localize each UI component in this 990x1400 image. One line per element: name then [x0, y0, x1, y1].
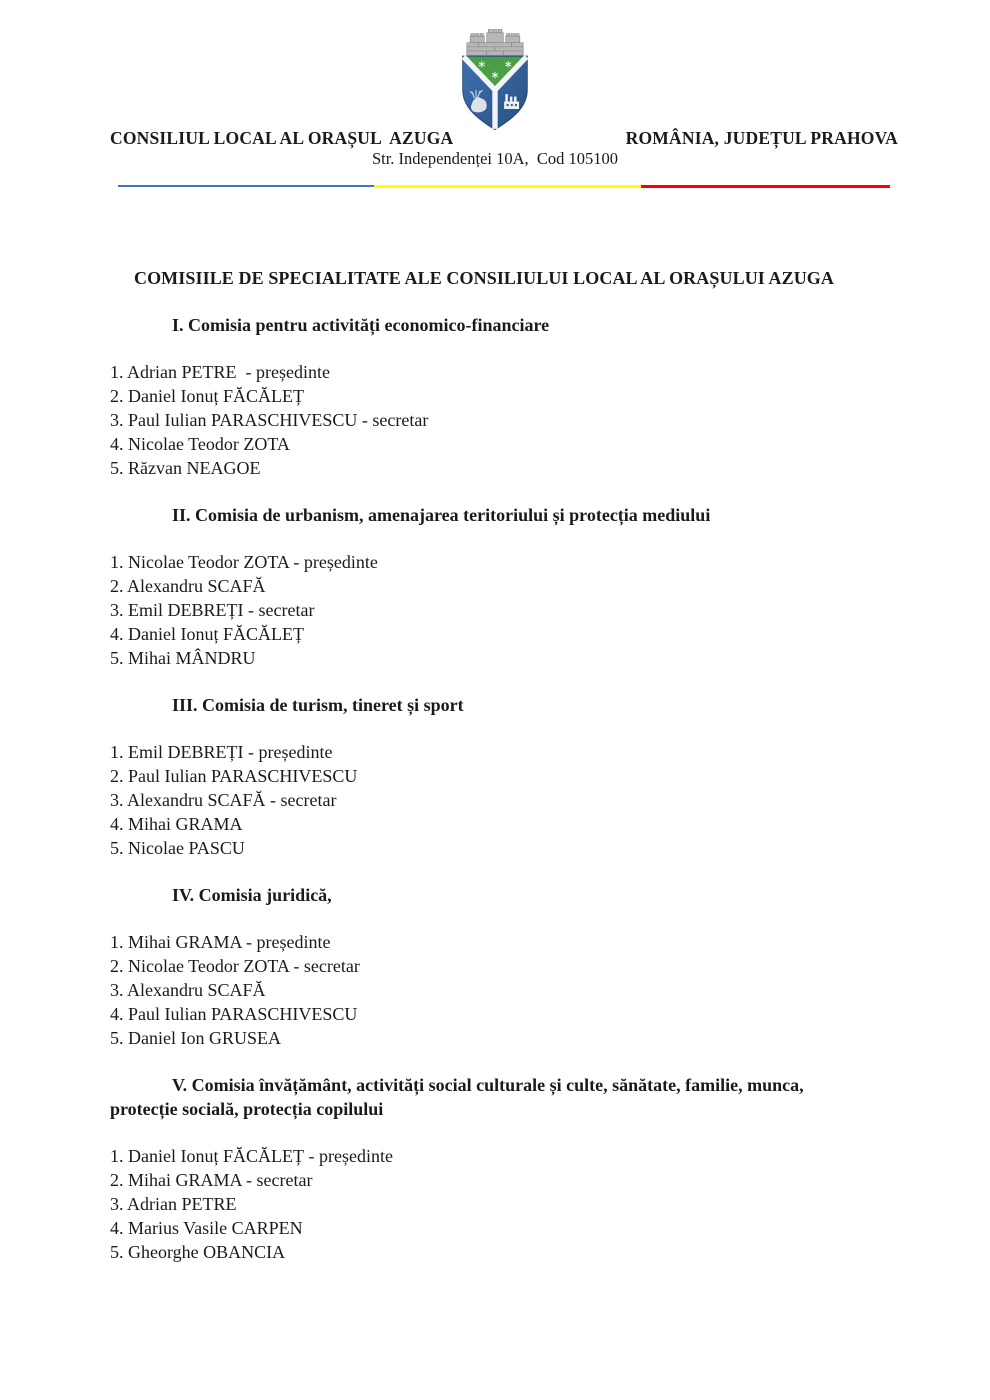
address-line: Str. Independenței 10A, Cod 105100: [371, 149, 619, 168]
member-list: [110, 1144, 858, 1264]
member-item: 5. Nicolae PASCU: [110, 838, 245, 858]
section-5: [110, 1073, 858, 1264]
section-3: [110, 693, 858, 860]
member-item: 4. Mihai GRAMA: [110, 814, 243, 834]
member-item: 5. Răzvan NEAGOE: [110, 458, 261, 478]
section-heading: IV. Comisia juridică,: [172, 885, 332, 905]
member-item: 2. Nicolae Teodor ZOTA - secretar: [110, 956, 360, 976]
section-1: [110, 313, 858, 480]
section-heading: I. Comisia pentru activități economico-financiare: [172, 315, 550, 335]
section-2: [110, 503, 858, 670]
member-item: 2. Alexandru SCAFĂ: [110, 576, 266, 596]
section-heading: III. Comisia de turism, tineret și sport: [172, 695, 464, 715]
member-item: 3. Alexandru SCAFĂ: [110, 980, 266, 1000]
member-list: [110, 930, 858, 1050]
member-list: [110, 550, 858, 670]
member-item: 4. Marius Vasile CARPEN: [110, 1218, 303, 1238]
member-item: 1. Adrian PETRE - președinte: [110, 362, 330, 382]
flag-red-segment: [641, 185, 890, 188]
document-body: [110, 266, 858, 1264]
member-item: 3. Alexandru SCAFĂ - secretar: [110, 790, 337, 810]
member-item: 3. Adrian PETRE: [110, 1194, 237, 1214]
azuga-coat-of-arms: [452, 27, 538, 133]
member-item: 2. Paul Iulian PARASCHIVESCU: [110, 766, 358, 786]
member-item: 4. Daniel Ionuț FĂCĂLEȚ: [110, 624, 304, 644]
member-item: 1. Nicolae Teodor ZOTA - președinte: [110, 552, 378, 572]
member-item: 1. Emil DEBREȚI - președinte: [110, 742, 333, 762]
member-item: 1. Daniel Ionuț FĂCĂLEȚ - președinte: [110, 1146, 393, 1166]
member-item: 3. Emil DEBREȚI - secretar: [110, 600, 315, 620]
member-item: 4. Paul Iulian PARASCHIVESCU: [110, 1004, 358, 1024]
member-item: 3. Paul Iulian PARASCHIVESCU - secretar: [110, 410, 429, 430]
flag-yellow-segment: [374, 185, 641, 188]
coat-of-arms-logo: [452, 27, 538, 133]
member-item: 2. Mihai GRAMA - secretar: [110, 1170, 313, 1190]
section-4: [110, 883, 858, 1050]
member-item: 5. Daniel Ion GRUSEA: [110, 1028, 281, 1048]
member-item: 4. Nicolae Teodor ZOTA: [110, 434, 290, 454]
tricolor-divider: [118, 184, 890, 188]
flag-blue-segment: [118, 185, 374, 187]
member-list: [110, 740, 858, 860]
section-heading: V. Comisia învățământ, activități social culturale și culte, sănătate, familie, munca, protecție socială, protecția copilului: [110, 1075, 804, 1119]
council-name: CONSILIUL LOCAL AL ORAȘUL AZUGA: [110, 128, 454, 148]
mural-crown-icon: [467, 29, 523, 55]
region-name: ROMÂNIA, JUDEȚUL PRAHOVA: [625, 128, 898, 148]
member-list: [110, 360, 858, 480]
member-item: 5. Gheorghe OBANCIA: [110, 1242, 286, 1262]
shield: [463, 56, 528, 130]
member-item: 2. Daniel Ionuț FĂCĂLEȚ: [110, 386, 304, 406]
section-heading: II. Comisia de urbanism, amenajarea teritoriului și protecția mediului: [172, 505, 711, 525]
member-item: 5. Mihai MÂNDRU: [110, 648, 256, 668]
member-item: 1. Mihai GRAMA - președinte: [110, 932, 331, 952]
document-title: COMISIILE DE SPECIALITATE ALE CONSILIULUI LOCAL AL ORAȘULUI AZUGA: [133, 268, 835, 288]
